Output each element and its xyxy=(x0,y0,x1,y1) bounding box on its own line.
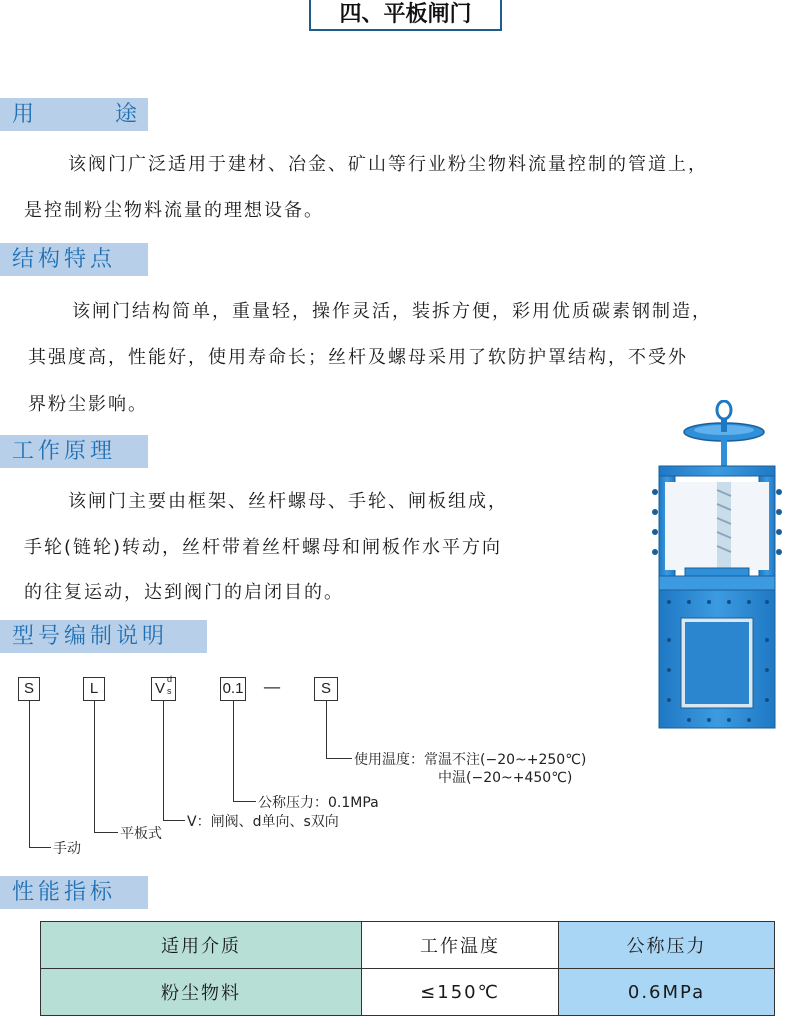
features-line-2: 其强度高，性能好，使用寿命长；丝杆及螺母采用了软防护罩结构，不受外 xyxy=(28,347,688,368)
usage-line-1: 该阀门广泛适用于建材、冶金、矿山等行业粉尘物料流量控制的管道上， xyxy=(68,154,708,175)
table-row xyxy=(41,969,775,1016)
section-heading-usage: 用 途 xyxy=(0,98,148,131)
note-temperature: 使用温度：常温不注(−20~+250℃) xyxy=(354,752,587,768)
code-box-s: S xyxy=(18,677,40,701)
connector-valve xyxy=(163,701,164,820)
connector-type xyxy=(94,701,95,832)
principle-line-2: 手轮(链轮)转动，丝杆带着丝杆螺母和闸板作水平方向 xyxy=(24,537,503,558)
code-v-subscript: s xyxy=(167,686,172,696)
slide-gate-valve-illustration xyxy=(645,400,791,740)
table-cell-medium: 粉尘物料 xyxy=(41,969,362,1016)
table-header-pressure: 公称压力 xyxy=(559,922,775,969)
table-cell-temperature: ≤150℃ xyxy=(362,969,559,1016)
code-v-superscript: d xyxy=(167,674,173,684)
code-box-temp: S xyxy=(314,677,338,701)
code-box-pressure: 0.1 xyxy=(220,677,246,701)
connector-drive xyxy=(29,701,30,847)
performance-table xyxy=(40,921,775,1016)
section-heading-model: 型号编制说明 xyxy=(0,620,207,653)
page-title: 四、平板闸门 xyxy=(309,0,502,31)
code-v-letter: V xyxy=(155,680,166,697)
note-plate-type: 平板式 xyxy=(120,826,162,842)
table-header-medium: 适用介质 xyxy=(41,922,362,969)
connector-temp xyxy=(326,701,327,758)
table-header-row xyxy=(41,922,775,969)
note-temperature-medium: 中温(−20~+450℃) xyxy=(438,770,573,786)
section-heading-performance: 性能指标 xyxy=(0,876,148,909)
principle-line-1: 该闸门主要由框架、丝杆螺母、手轮、闸板组成， xyxy=(68,491,508,512)
features-line-1: 该闸门结构简单，重量轻，操作灵活，装拆方便，彩用优质碳素钢制造， xyxy=(72,301,712,322)
section-heading-principle: 工作原理 xyxy=(0,435,148,468)
table-cell-pressure: 0.6MPa xyxy=(559,969,775,1016)
principle-line-3: 的往复运动，达到阀门的启闭目的。 xyxy=(24,582,344,603)
code-box-l: L xyxy=(83,677,105,701)
code-box-v xyxy=(151,674,176,701)
note-pressure: 公称压力：0.1MPa xyxy=(258,795,379,811)
connector-pressure xyxy=(233,701,234,801)
section-heading-features: 结构特点 xyxy=(0,243,148,276)
note-valve-type: V：闸阀、d单向、s双向 xyxy=(187,814,339,830)
note-drive: 手动 xyxy=(53,841,81,857)
code-dash: — xyxy=(263,677,281,698)
features-line-3: 界粉尘影响。 xyxy=(28,394,148,415)
usage-line-2: 是控制粉尘物料流量的理想设备。 xyxy=(24,200,324,221)
table-header-temperature: 工作温度 xyxy=(362,922,559,969)
